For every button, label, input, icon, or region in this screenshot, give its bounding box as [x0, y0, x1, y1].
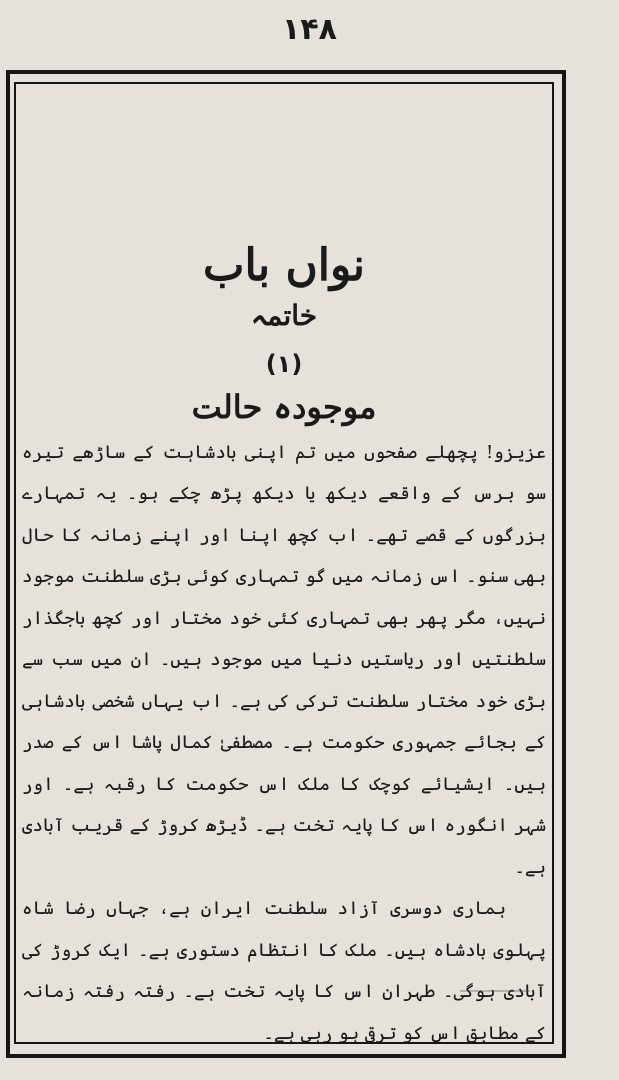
ink-underline-mark [460, 990, 530, 992]
paragraph: عزیزو! پچھلے صفحوں میں تم اپنی بادشاہت کے ساڑھے تیرہ سو برس کے واقعے دیکھ یا دیکھ پڑھ چکے ہو۔ یہ تمہارے بزرگوں کے قصے تھے۔ اب کچھ اپنا اور اپنے زمانہ کا حال بھی سنو۔ اس زمانہ میں گو تمہاری کوئی بڑی سلطنت موجود نہیں، مگر پھر بھی تمہاری کئی خود مختار اور کچھ باجگذار سلطنتیں اور ریاستیں دنیا میں موجود ہیں۔ ان میں سب سے بڑی خود مختار سلطنت ترکی کی ہے۔ اب یہاں شخصی بادشاہی کے بجائے جمہوری حکومت ہے۔ مصطفیٰ کمال پاشا اس کے صدر ہیں۔ ایشیائے کوچک کا ملک اس حکومت کا رقبہ ہے۔ اور شہر انگورہ اس کا پایہ تخت ہے۔ ڈیڑھ کروڑ کے قریب آبادی ہے۔ [22, 441, 546, 878]
section-title: موجودہ حالت [191, 387, 377, 426]
chapter-title: نواں باب [203, 240, 365, 291]
chapter-subtitle: خاتمہ [250, 298, 318, 332]
page-content [22, 240, 546, 1044]
paragraph: ہماری دوسری آزاد سلطنت ایران ہے، جہاں رضا شاہ پہلوی بادشاہ ہیں۔ ملک کا انتظام دستوری ہے۔ ایک کروڑ کی آبادی ہوگی۔ طہران اس کا پایہ تخت ہے۔ رفتہ رفتہ زمانہ کے مطابق اس کو ترقی ہو رہی ہے۔ [22, 898, 546, 1044]
page-number: ۱۴۸ [282, 12, 337, 47]
body-text [22, 432, 546, 1055]
section-number: (۱) [265, 349, 303, 378]
